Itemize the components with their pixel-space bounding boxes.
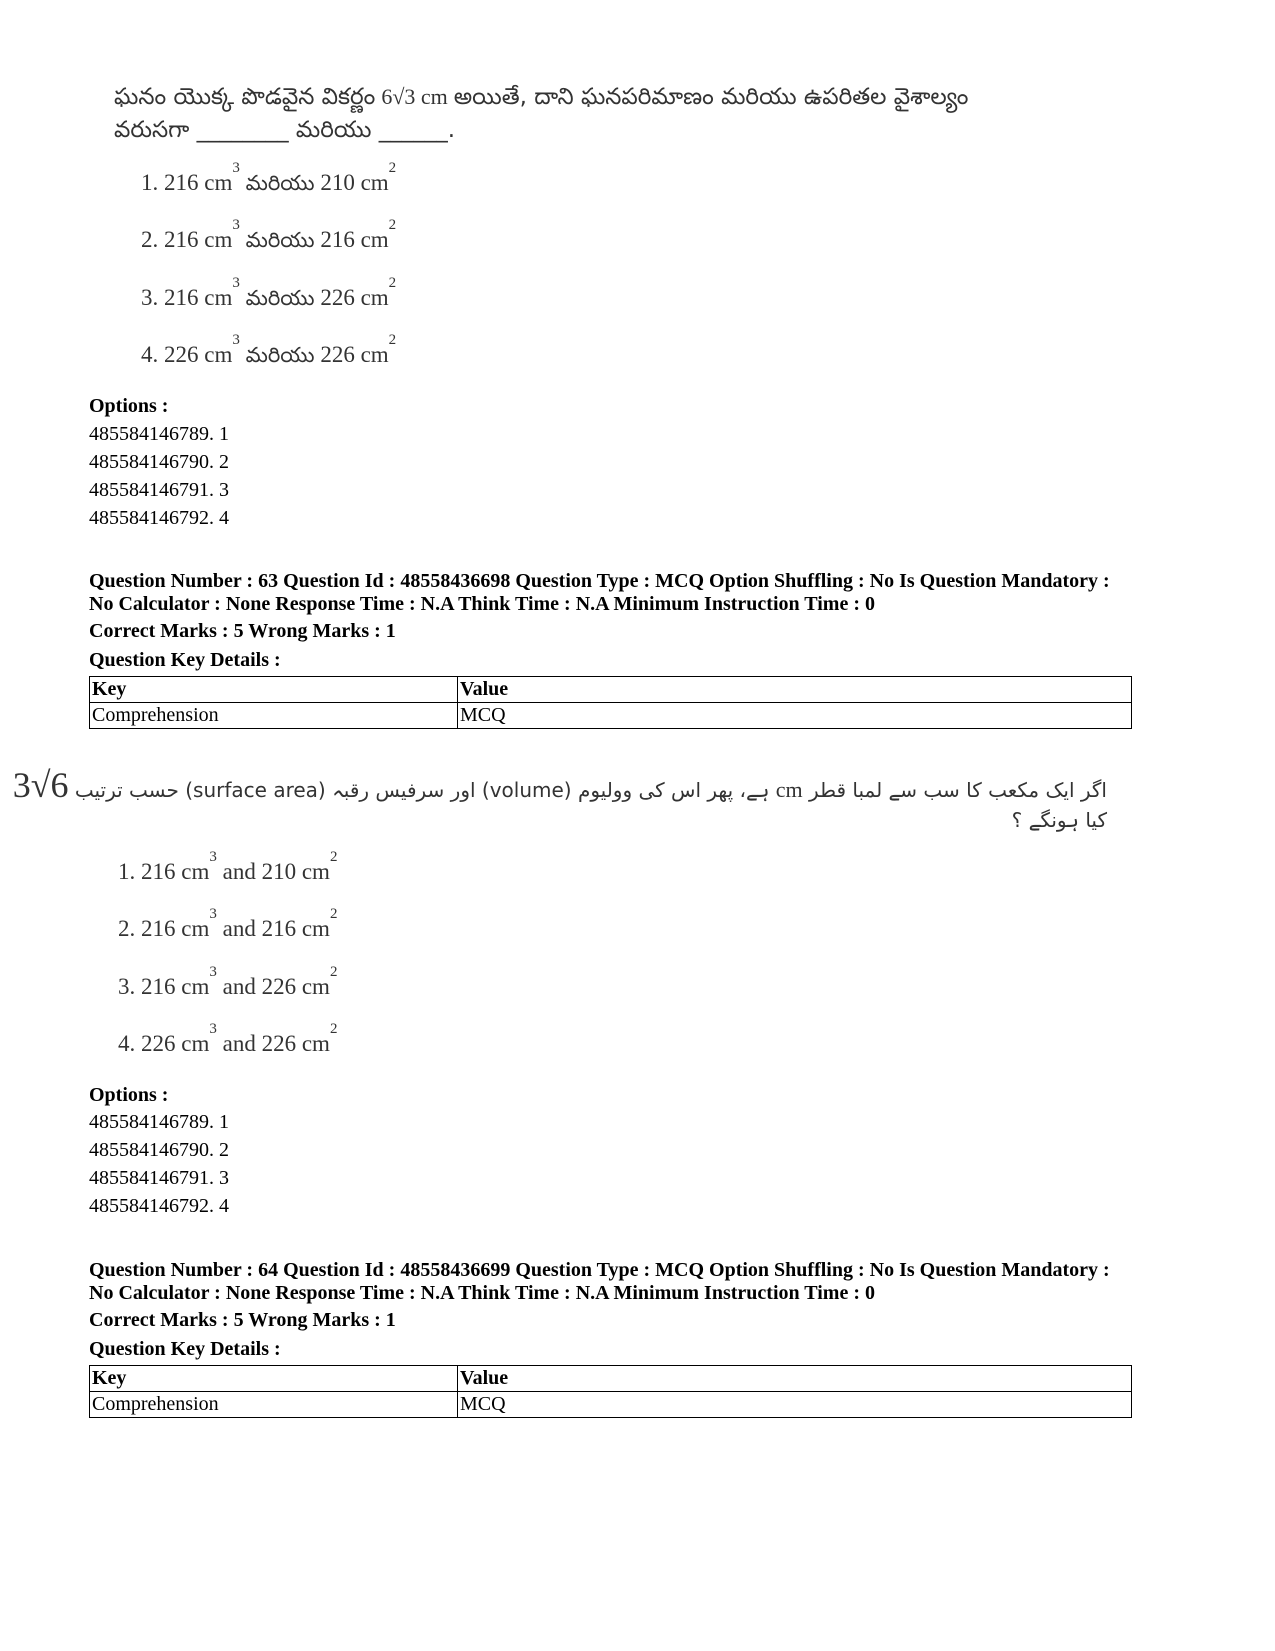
options-label: Options :	[89, 1084, 169, 1106]
choice-item: 2. 216 $cm^3$ మరియు 216 $cm^2$	[141, 217, 397, 252]
table-row	[90, 1392, 1132, 1418]
table-cell-value: MCQ	[458, 1392, 1132, 1418]
choice-item: 4. 226 $cm^3$ and 226 $cm^2$	[118, 1021, 338, 1056]
table-header-key: Key	[90, 1366, 458, 1392]
choice-item: 4. 226 $cm^3$ మరియు 226 $cm^2$	[141, 332, 397, 367]
stem-math: 6√3 cm	[381, 84, 448, 109]
question-63-key-table	[89, 676, 1132, 729]
choice-item: 1. 216 $cm^3$ మరియు 210 $cm^2$	[141, 160, 397, 195]
stem-text: అయితే, దాని ఘనపరిమాణం మరియు ఉపరితల వైశాల్యం	[453, 84, 969, 110]
option-id: 485584146789. 1	[89, 1111, 229, 1133]
stem-line-1: ہے، پھر اس کی وولیوم (volume) اور سرفیس رقبہ (surface area) حسب ترتیب 6√3 cm اگر ایک مکعب کا سب سے لمبا قطر	[12, 765, 1107, 805]
choice-item: 3. 216 $cm^3$ and 226 $cm^2$	[118, 964, 338, 999]
option-id: 485584146790. 2	[89, 1139, 229, 1161]
table-header-row	[90, 677, 1132, 703]
question-64-key-details-label: Question Key Details :	[89, 1338, 281, 1360]
stem-text: ఘనం యొక్క పొడవైన వికర్ణం	[114, 84, 376, 110]
question-63-marks: Correct Marks : 5 Wrong Marks : 1	[89, 620, 396, 642]
stem-line-2: వరుసగా ________ మరియు ______.	[114, 117, 456, 143]
table-header-key: Key	[90, 677, 458, 703]
question-64-meta: Question Number : 64 Question Id : 48558436699 Question Type : MCQ Option Shuffling : No Is Question Mandatory : No Calculator : None Response Time : N.A Think Time : N.A Minimum Instruction Time : 0	[89, 1259, 1110, 1304]
question-64-marks: Correct Marks : 5 Wrong Marks : 1	[89, 1309, 396, 1331]
stem-line-1	[114, 82, 968, 112]
choice-item: 3. 216 $cm^3$ మరియు 226 $cm^2$	[141, 275, 397, 310]
table-header-row	[90, 1366, 1132, 1392]
table-cell-key: Comprehension	[90, 1392, 458, 1418]
option-id: 485584146791. 3	[89, 1167, 229, 1189]
table-header-value: Value	[458, 677, 1132, 703]
choice-item: 1. 216 $cm^3$ and 210 $cm^2$	[118, 849, 338, 884]
stem-math: 6√3	[12, 765, 69, 805]
options-label: Options :	[89, 395, 169, 417]
question-63-meta: Question Number : 63 Question Id : 48558436698 Question Type : MCQ Option Shuffling : No Is Question Mandatory : No Calculator : None Response Time : N.A Think Time : N.A Minimum Instruction Time : 0	[89, 570, 1110, 615]
question-63-key-details-label: Question Key Details :	[89, 649, 281, 671]
option-id: 485584146791. 3	[89, 479, 229, 501]
choice-item: 2. 216 $cm^3$ and 216 $cm^2$	[118, 906, 338, 941]
stem-line-2: کیا ہونگے ؟	[1011, 808, 1107, 832]
table-header-value: Value	[458, 1366, 1132, 1392]
table-row	[90, 703, 1132, 729]
option-id: 485584146792. 4	[89, 1195, 229, 1217]
table-cell-key: Comprehension	[90, 703, 458, 729]
option-id: 485584146792. 4	[89, 507, 229, 529]
option-id: 485584146789. 1	[89, 423, 229, 445]
table-cell-value: MCQ	[458, 703, 1132, 729]
option-id: 485584146790. 2	[89, 451, 229, 473]
question-64-key-table	[89, 1365, 1132, 1418]
